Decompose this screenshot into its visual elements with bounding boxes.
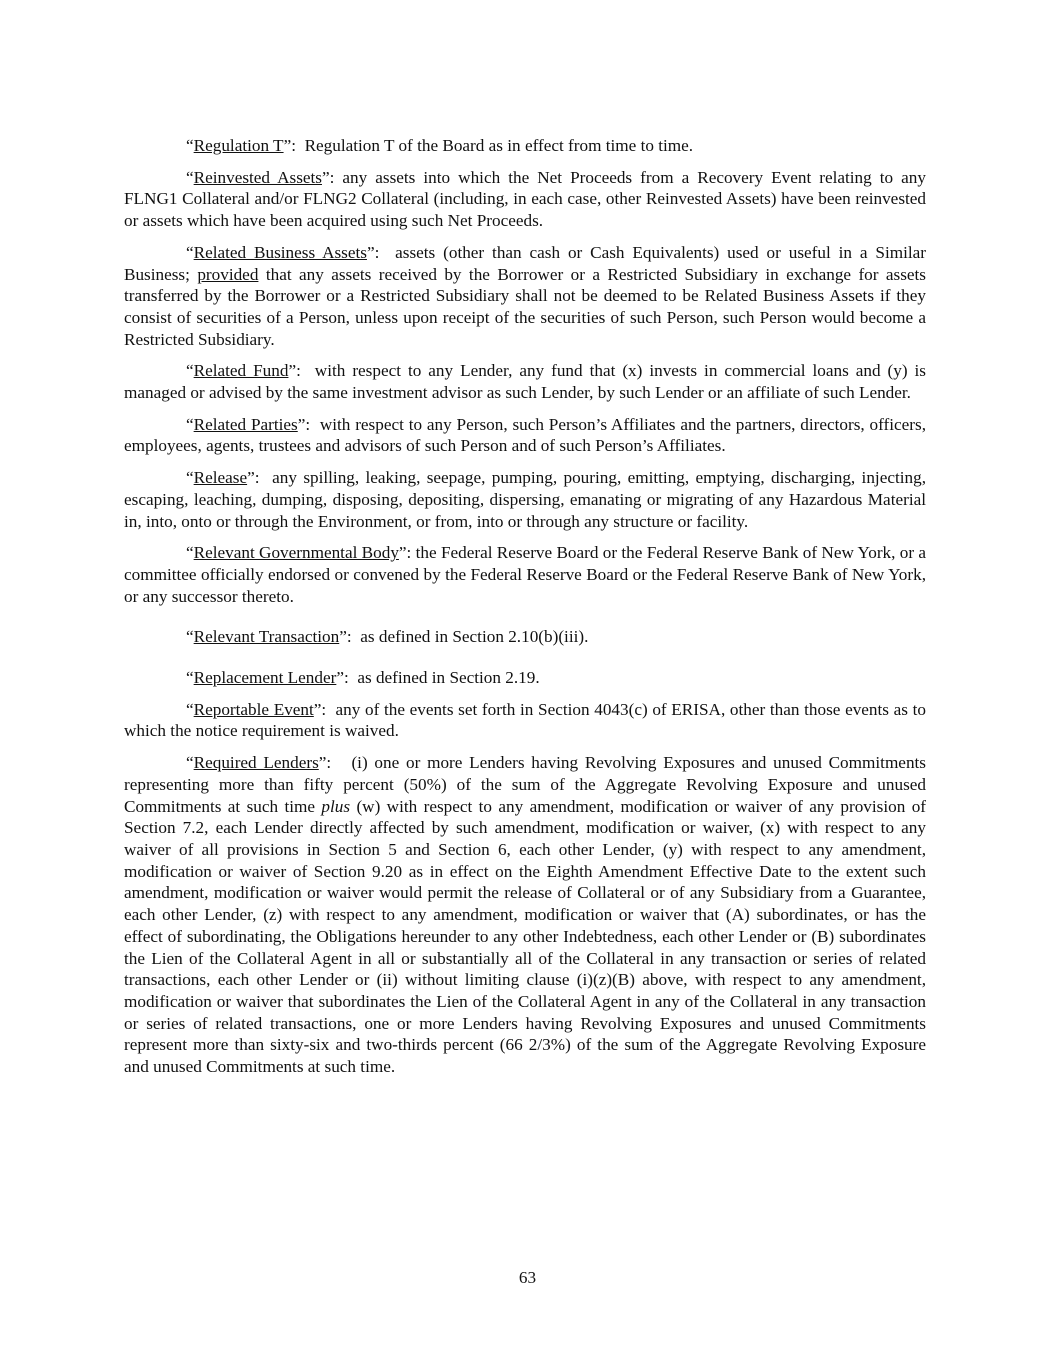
definition-relevant-transaction: “Relevant Transaction”: as defined in Section 2.10(b)(iii). (186, 627, 589, 647)
definition-text: (i) one or more Lenders having Revolving Exposures and unused Commitments representing more than fifty percent (50%) of the sum of the Aggregate Revolving Exposure and unused Commitments at such time (124, 753, 926, 816)
definition-text: the Federal Reserve Board or the Federal Reserve Bank of New York, or a committee officially endorsed or convened by the Federal Reserve Board or the Federal Reserve Bank of New York, or any successor thereto. (124, 543, 927, 606)
definition-reportable-event: “Reportable Event”: any of the events set forth in Section 4043(c) of ERISA, other than those events as to which the notice requirement is waived. (124, 699, 926, 741)
defined-term: Required Lenders (193, 753, 319, 773)
definition-text: any of the events set forth in Section 4043(c) of ERISA, other than those events as to which the notice requirement is waived. (124, 699, 926, 741)
definition-related-business-assets: “Related Business Assets”: assets (other than cash or Cash Equivalents) used or useful in a Similar Business; provided that any assets received by the Borrower or a Restricted Subsidiary in exchange for assets transferred by the Borrower or a Restricted Subsidiary shall not be deemed to be Related Business Assets if they consist of securities of a Person, unless upon receipt of the securities of such Person, such Person would become a Restricted Subsidiary. (124, 242, 926, 349)
definition-emphasis: provided (197, 264, 259, 284)
defined-term: Replacement Lender (193, 668, 337, 688)
definition-text: as defined in Section 2.19. (357, 668, 540, 688)
defined-term: Reportable Event (193, 699, 314, 719)
definition-related-fund: “Related Fund”: with respect to any Lender, any fund that (x) invests in commercial loans and (y) is managed or advised by the same investment advisor as such Lender, by such Lender or an affiliate of such Lender. (124, 361, 926, 403)
definition-reinvested-assets: “Reinvested Assets”: any assets into which the Net Proceeds from a Recovery Event relating to any FLNG1 Collateral and/or FLNG2 Collateral (including, in each case, other Reinvested Assets) have been reinvested or assets which have been acquired using such Net Proceeds. (124, 167, 926, 231)
defined-term: Reinvested Assets (193, 167, 322, 187)
defined-term: Relevant Governmental Body (193, 543, 399, 563)
definition-replacement-lender: “Replacement Lender”: as defined in Section 2.19. (186, 668, 540, 688)
definition-release: “Release”: any spilling, leaking, seepage, pumping, pouring, emitting, emptying, discharging, injecting, escaping, leaching, dumping, disposing, depositing, dispersing, emanating or migrating of any Hazardous Material in, into, onto or through the Environment, or from, into or through any structure or facility. (124, 468, 926, 531)
definition-text: assets (other than cash or Cash Equivalents) used or useful in a Similar Business; (124, 242, 926, 284)
defined-term: Relevant Transaction (193, 627, 340, 647)
definition-text: any assets into which the Net Proceeds from a Recovery Event relating to any FLNG1 Collateral and/or FLNG2 Collateral (including, in each case, other Reinvested Assets) have been reinvested or assets which have been acquired using such Net Proceeds. (124, 167, 926, 231)
definition-text: (w) with respect to any amendment, modification or waiver of any provision of Section 7.2, each Lender directly affected by such amendment, modification or waiver, (x) with respect to any waiver of all provisions in Section 5 and Section 6, each other Lender, (y) with respect to any amendment, modification or waiver of Section 9.20 as in effect on the Eighth Amendment Effective Date to the extent such amendment, modification or waiver would permit the release of Collateral or of any Subsidiary from a Guarantee, each other Lender, (z) with respect to any amendment, modification or waiver that (A) subordinates, or has the effect of subordinating, the Obligations hereunder to any other Indebtedness, each other Lender or (B) subordinates the Lien of the Collateral Agent in all or substantially all of the Collateral in any transaction or series of related transactions, each other Lender or (ii) without limiting clause (i)(z)(B) above, with respect to any amendment, modification or waiver that subordinates the Lien of the Collateral Agent in any of the Collateral in any transaction or series of related transactions, one or more Lenders having Revolving Exposures and unused Commitments represent more than sixty-six and two-thirds percent (66 2/3%) of the sum of the Aggregate Revolving Exposure and unused Commitments at such time. (124, 796, 927, 1077)
definition-text: with respect to any Person, such Person’s Affiliates and the partners, directors, officers, employees, agents, trustees and advisors of such Person and of such Person’s Affiliates. (124, 414, 926, 456)
definition-related-parties: “Related Parties”: with respect to any Person, such Person’s Affiliates and the partners, directors, officers, employees, agents, trustees and advisors of such Person and of such Person’s Affiliates. (124, 414, 926, 456)
definition-text: any spilling, leaking, seepage, pumping, pouring, emitting, emptying, discharging, injecting, escaping, leaching, dumping, disposing, depositing, dispersing, emanating or migrating of any Hazardous Material in, into, onto or through the Environment, or from, into or through any structure or facility. (124, 468, 926, 531)
definition-text: as defined in Section 2.10(b)(iii). (360, 627, 589, 647)
definition-relevant-governmental-body: “Relevant Governmental Body”: the Federal Reserve Board or the Federal Reserve Bank of New York, or a committee officially endorsed or convened by the Federal Reserve Board or the Federal Reserve Bank of New York, or any successor thereto. (124, 543, 927, 606)
defined-term: Related Fund (193, 361, 289, 381)
defined-term: Related Business Assets (193, 242, 367, 262)
definition-text: Regulation T of the Board as in effect from time to time. (304, 136, 694, 155)
page-number: 63 (518, 1268, 537, 1287)
definition-text: that any assets received by the Borrower or a Restricted Subsidiary in exchange for assets transferred by the Borrower or a Restricted Subsidiary shall not be deemed to be Related Business Assets if they consist of securities of a Person, unless upon receipt of the securities of such Person, such Person would become a Restricted Subsidiary. (124, 264, 926, 349)
defined-term: Regulation T (193, 136, 284, 155)
document-body (124, 135, 926, 1088)
definition-text: with respect to any Lender, any fund that (x) invests in commercial loans and (y) is managed or advised by the same investment advisor as such Lender, by such Lender or an affiliate of such Lender. (124, 361, 926, 403)
definition-emphasis: plus (321, 796, 351, 816)
definition-required-lenders: “Required Lenders”: (i) one or more Lenders having Revolving Exposures and unused Commitments representing more than fifty percent (50%) of the sum of the Aggregate Revolving Exposure and unused Commitments at such time plus (w) with respect to any amendment, modification or waiver of any provision of Section 7.2, each Lender directly affected by such amendment, modification or waiver, (x) with respect to any waiver of all provisions in Section 5 and Section 6, each other Lender, (y) with respect to any amendment, modification or waiver of Section 9.20 as in effect on the Eighth Amendment Effective Date to the extent such amendment, modification or waiver would permit the release of Collateral or of any Subsidiary from a Guarantee, each other Lender, (z) with respect to any amendment, modification or waiver that (A) subordinates, or has the effect of subordinating, the Obligations hereunder to any other Indebtedness, each other Lender or (B) subordinates the Lien of the Collateral Agent in all or substantially all of the Collateral in any transaction or series of related transactions, each other Lender or (ii) without limiting clause (i)(z)(B) above, with respect to any amendment, modification or waiver that subordinates the Lien of the Collateral Agent in any of the Collateral in any transaction or series of related transactions, one or more Lenders having Revolving Exposures and unused Commitments represent more than sixty-six and two-thirds percent (66 2/3%) of the sum of the Aggregate Revolving Exposure and unused Commitments at such time. (124, 753, 927, 1077)
definition-regulation-t: “Regulation T”: Regulation T of the Board as in effect from time to time. (186, 136, 694, 155)
defined-term: Release (193, 468, 248, 488)
defined-term: Related Parties (193, 414, 298, 434)
